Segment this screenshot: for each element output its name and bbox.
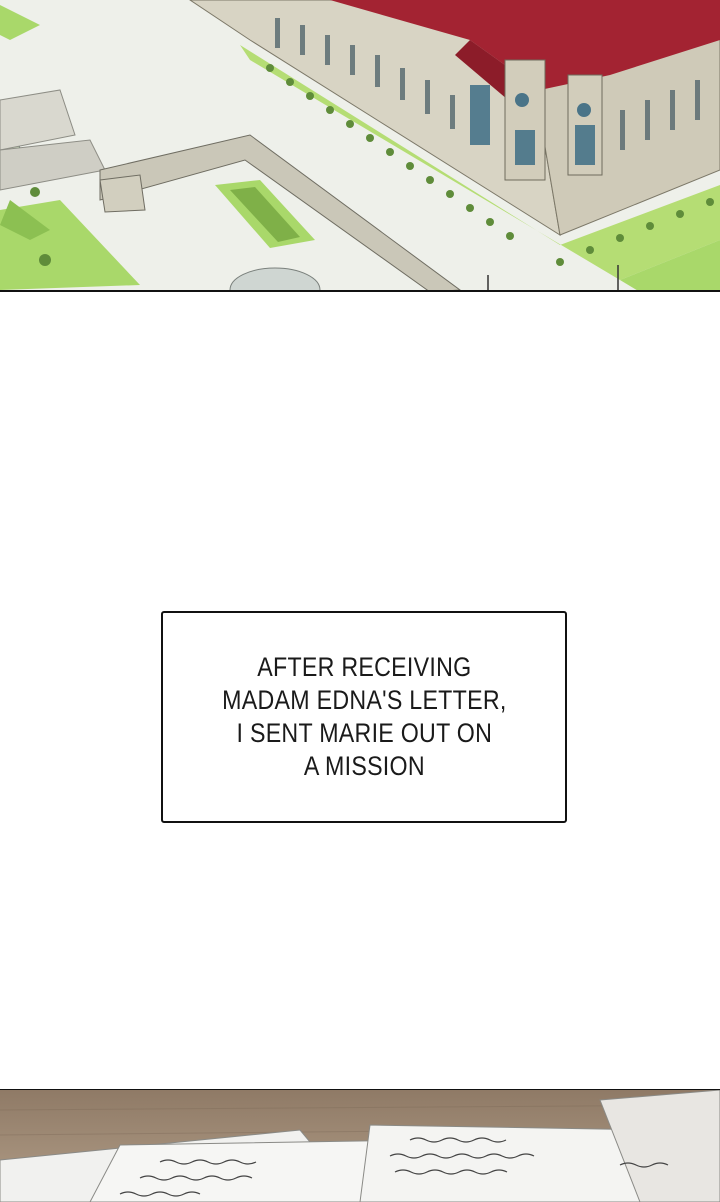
letters-panel bbox=[0, 1090, 720, 1202]
narration-line-3: I SENT MARIE OUT ON bbox=[236, 718, 492, 748]
narration-box bbox=[161, 611, 567, 823]
palace-illustration bbox=[0, 0, 720, 292]
narration-line-1: AFTER RECEIVING bbox=[256, 652, 472, 682]
narration-line-4: A MISSION bbox=[303, 751, 425, 781]
palace-panel bbox=[0, 0, 720, 292]
letters-on-table-illustration bbox=[0, 1090, 720, 1202]
narration-text bbox=[222, 651, 506, 783]
narration-line-2: MADAM EDNA'S LETTER, bbox=[221, 685, 507, 715]
top-panel-border bbox=[0, 290, 720, 292]
